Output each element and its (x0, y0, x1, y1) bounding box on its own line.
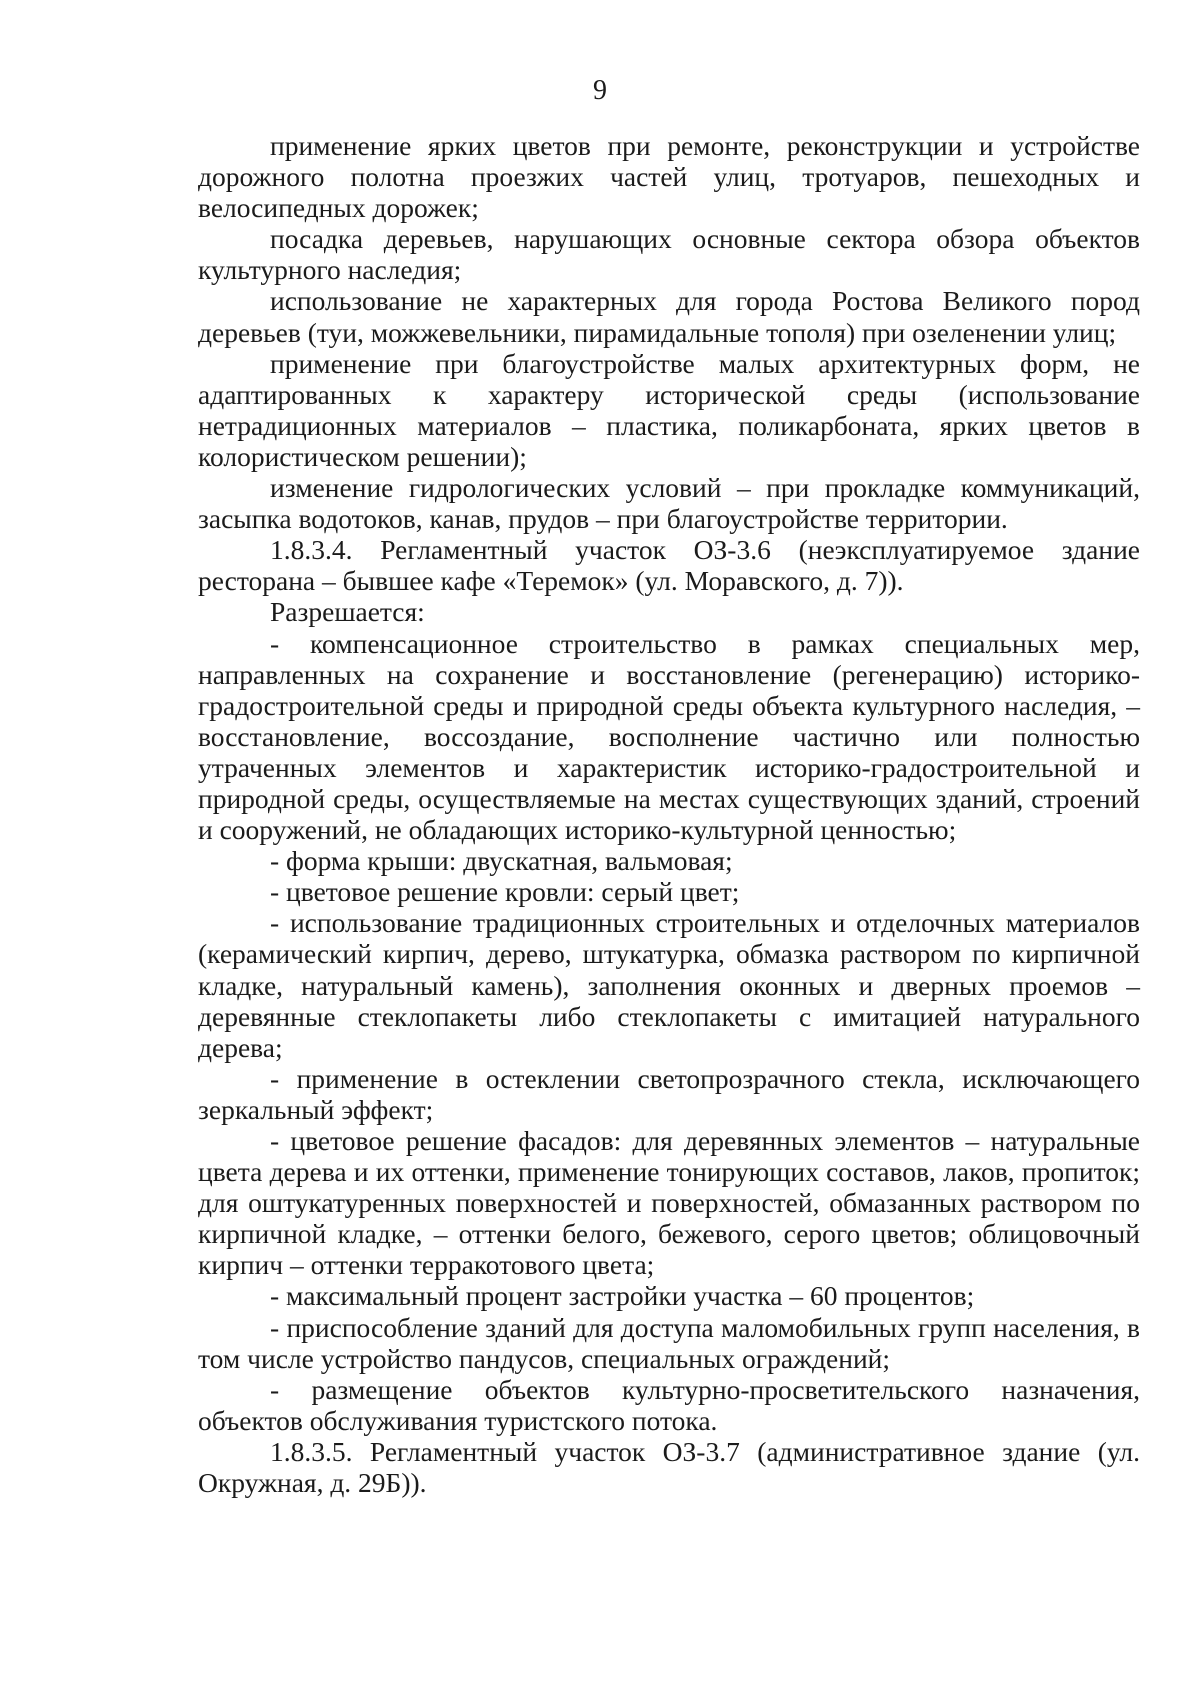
paragraph-tree-species-ban: использование не характерных для города Ростова Великого пород деревьев (туи, можжевельники, пирамидальные тополя) при озеленении улиц; (198, 285, 1140, 348)
list-item-roof-color: - цветовое решение кровли: серый цвет; (270, 876, 740, 908)
paragraph-hydrology-ban: изменение гидрологических условий – при прокладке коммуникаций, засыпка водотоков, канав, прудов – при благоустройстве территории. (198, 472, 1140, 535)
paragraph-small-forms-ban: применение при благоустройстве малых архитектурных форм, не адаптированных к характеру исторической среды (использование нетрадиционных материалов – пластика, поликарбоната, ярких цветов в колористическом решении); (198, 347, 1140, 472)
list-item-accessibility: - приспособление зданий для доступа маломобильных групп населения, в том числе устройство пандусов, специальных ограждений; (198, 1311, 1140, 1374)
list-item-cultural-objects: - размещение объектов культурно-просветительского назначения, объектов обслуживания туристского потока. (198, 1373, 1140, 1436)
list-item-facade-colors: - цветовое решение фасадов: для деревянных элементов – натуральные цвета дерева и их оттенки, применение тонирующих составов, лаков, пропиток; для оштукатуренных поверхностей и поверхностей, обмазанных раствором по кирпичной кладке, – оттенки белого, бежевого, серого цветов; облицовочный кирпич – оттенки терракотового цвета; (198, 1125, 1140, 1281)
section-heading-1-8-3-5: 1.8.3.5. Регламентный участок ОЗ-3.7 (административное здание (ул. Окружная, д. 29Б)). (198, 1435, 1140, 1499)
section-heading-1-8-3-4: 1.8.3.4. Регламентный участок ОЗ-3.6 (неэксплуатируемое здание ресторана – бывшее кафе «Теремок» (ул. Моравского, д. 7)). (198, 534, 1140, 597)
page-number: 9 (593, 75, 607, 106)
list-item-compensatory-construction: - компенсационное строительство в рамках специальных мер, направленных на сохранение и восстановление (регенерацию) историко-градостроительной среды и природной среды объекта культурного наследия, – восстановление, воссоздание, восполнение частично или полностью утраченных элементов и характеристик историко-градостроительной и природной среды, осуществляемые на местах существующих зданий, строений и сооружений, не обладающих историко-культурной ценностью; (198, 627, 1140, 846)
list-item-traditional-materials: - использование традиционных строительных и отделочных материалов (керамический кирпич, дерево, штукатурка, обмазка раствором по кирпичной кладке, натуральный камень), заполнения оконных и дверных проемов – деревянные стеклопакеты либо стеклопакеты с имитацией натурального дерева; (198, 907, 1140, 1063)
list-item-roof-shape: - форма крыши: двускатная, вальмовая; (270, 845, 733, 877)
paragraph-bright-colors-ban: применение ярких цветов при ремонте, реконструкции и устройстве дорожного полотна проезжих частей улиц, тротуаров, пешеходных и велосипедных дорожек; (198, 130, 1140, 224)
list-item-max-build-percent: - максимальный процент застройки участка – 60 процентов; (270, 1280, 975, 1312)
permitted-heading: Разрешается: (270, 596, 425, 628)
list-item-glazing: - применение в остеклении светопрозрачного стекла, исключающего зеркальный эффект; (198, 1062, 1140, 1125)
document-body (198, 130, 1140, 1498)
paragraph-tree-planting-ban: посадка деревьев, нарушающих основные сектора обзора объектов культурного наследия; (198, 223, 1140, 286)
